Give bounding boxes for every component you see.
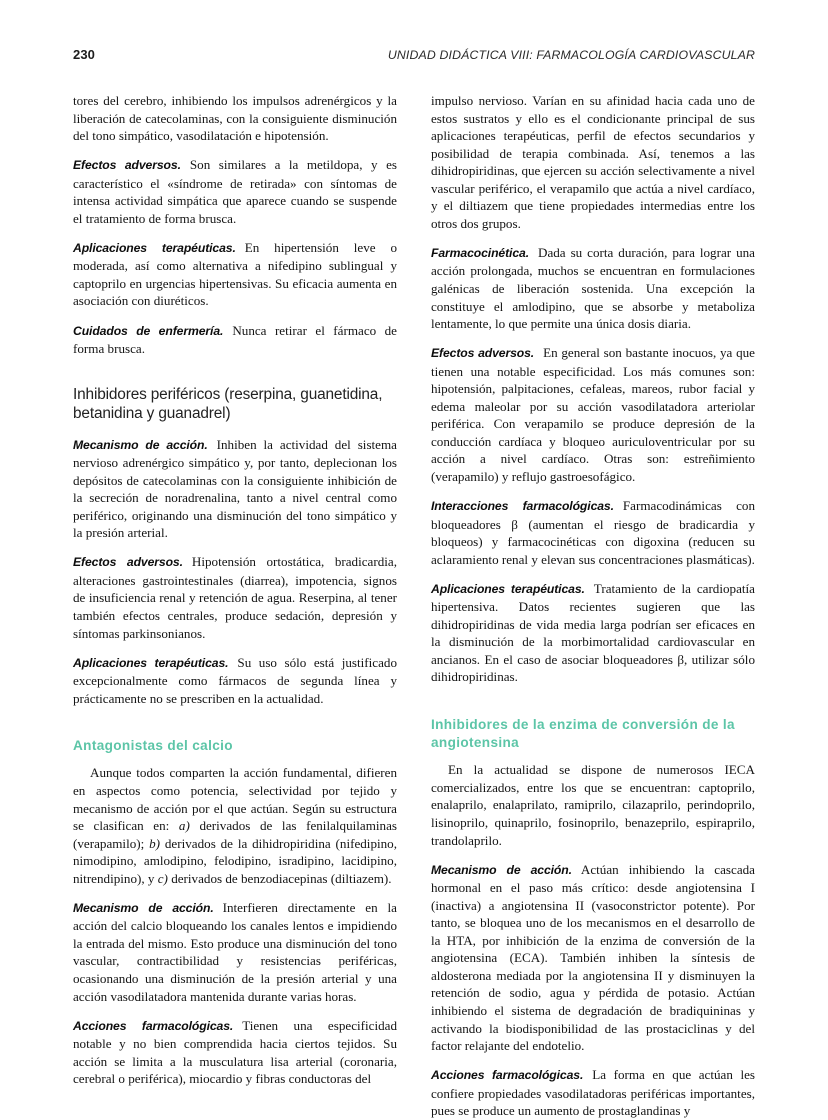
run-in-heading-aplicaciones-2: Aplicaciones terapéuticas. xyxy=(73,655,229,670)
paragraph-continued: tores del cerebro, inhibiendo los impulsos adrenérgicos y la liberación de catecolaminas, con la consiguiente disminución del tono simpático, vasodilatación e hipotensión. xyxy=(73,93,397,144)
paragraph-text-b: derivados de las fenilalquilaminas (verapamilo); xyxy=(73,818,397,851)
paragraph-interacciones-farmacologicas xyxy=(431,497,755,568)
paragraph-aplicaciones-terapeuticas xyxy=(73,239,397,310)
list-marker-c: c) xyxy=(157,870,168,886)
paragraph-farmacocinetica xyxy=(431,244,755,333)
run-in-heading-cuidados: Cuidados de enfermería. xyxy=(73,323,224,338)
run-in-heading-acciones-right: Acciones farmacológicas. xyxy=(431,1068,584,1083)
paragraph-text: Tratamiento de la cardiopatía hipertensiva. Datos recientes sugieren que las dihidropiridinas de vida media larga podrían ser eficaces en la disminución de la morbimortalidad cardiovascular en ancianos. En el caso de asociar bloqueadores β, utilizar sólo dihidropiridinas. xyxy=(431,580,755,685)
paragraph-text: Hipotensión ortostática, bradicardia, alteraciones gastrointestinales (diarrea), impotencia, signos de insuficiencia renal y retención de agua. Reserpina, al tener también efectos centrales, produce sedación, depresión y síntomas parkinsonianos. xyxy=(73,554,397,641)
paragraph-text: Dada su corta duración, para lograr una acción prolongada, muchos se encuentran en formulaciones galénicas de liberación sostenida. Una excepción la constituye el amlodipino, que se absorbe y metaboliza lentamente, lo que permite una única dosis diaria. xyxy=(431,244,755,332)
paragraph-aplicaciones-terapeuticas-right xyxy=(431,580,755,686)
paragraph-text: Inhiben la actividad del sistema nervioso adrenérgico simpático y, por tanto, deplecionan los depósitos de catecolaminas con la consiguiente inhibición de la secreción de noradrenalina, tanto a nivel central como periférico, originando una disminución del tono simpático y la presión arterial. xyxy=(73,436,397,541)
paragraph-text: Son similares a la metildopa, y es característico el «síndrome de retirada» con síntomas de intensa actividad simpática que aparece cuando se suspende el tratamiento de forma brusca. xyxy=(73,157,398,226)
run-in-heading-efectos-adversos-right: Efectos adversos. xyxy=(431,346,535,361)
paragraph-text-a: Aunque todos comparten la acción fundamental, difieren en aspectos como potencia, selectividad por tejido y mecanismo de acción por el que actúan. Según su estructura se clasifican en: xyxy=(73,765,397,834)
paragraph-continued-right: impulso nervioso. Varían en su afinidad hacia cada uno de estos sustratos y ello es el condicionante principal de sus aplicaciones terapéuticas, perfil de efectos secundarios y posibilidad de terapia combinada. Así, tenemos a las dihidropiridinas, que ejercen su acción selectivamente a nivel vascular periférico, el verapamilo que actúa a nivel cardíaco, y el diltiazem que tiene propiedades intermedias entre los otros dos grupos. xyxy=(431,93,755,231)
run-in-heading-aplicaciones-right: Aplicaciones terapéuticas. xyxy=(431,581,585,596)
paragraph-efectos-adversos-right xyxy=(431,344,755,485)
paragraph-mecanismo-accion-2 xyxy=(73,899,397,1005)
right-column xyxy=(431,92,755,1119)
run-in-heading-farmacocinetica: Farmacocinética. xyxy=(431,245,529,260)
running-head xyxy=(73,47,755,67)
list-marker-b: b) xyxy=(149,835,161,851)
paragraph-text: Actúan inhibiendo la cascada hormonal en el paso más crítico: desde angiotensina I (inactiva) a angiotensina II (vasoconstrictor potente). Por tanto, se bloquea uno de los mecanismos en el desarrollo de la HTA, por inhibición de la enzima de conversión de la angiotensina (ECA). También inhiben la síntesis de aldosterona mediada por la angiotensina II y disminuyen la retención de sodio, agua y pérdida de potasio. Actúan inhibiendo el sistema de degradación de bradiquininas y activando la biodisponibilidad de las prostaciclinas y del factor relajante del endotelio. xyxy=(431,861,755,1054)
running-head-title: UNIDAD DIDÁCTICA VIII: FARMACOLOGÍA CARDIOVASCULAR xyxy=(387,48,755,62)
paragraph-efectos-adversos xyxy=(73,156,397,227)
run-in-heading-interacciones: Interacciones farmacológicas. xyxy=(431,498,614,513)
paragraph-text: En hipertensión leve o moderada, así como alternativa a nifedipino sublingual y captoprilo en urgencias hipertensivas. Su eficacia aumenta en asociación con diuréticos. xyxy=(73,239,397,309)
paragraph-text: En general son bastante inocuos, ya que tienen una notable especificidad. Los más comunes son: hipotensión, palpitaciones, cefaleas, mareos, rubor facial y edema maleolar por su acción vasodilatadora arteriolar periférica. Con verapamilo se produce depresión de la conducción cardíaca y bloqueo auriculoventricular por su acción a nivel cardíaco. Otras son: estreñimiento (verapamilo) y reflujo gastroesofágico. xyxy=(431,345,755,484)
run-in-heading-acciones: Acciones farmacológicas. xyxy=(73,1018,234,1033)
paragraph-acciones-farmacologicas xyxy=(73,1017,397,1088)
paragraph-text-c: derivados de la dihidropiridina (nifedipino, nimodipino, amlodipino, felodipino, isradipino, lacidipino, nitrendipino), y xyxy=(73,835,397,886)
section-heading-inhibidores-perifericos: Inhibidores periféricos (reserpina, guanetidina, betanidina y guanadrel) xyxy=(73,385,383,423)
left-column xyxy=(73,92,398,1087)
paragraph-antagonistas-intro xyxy=(73,764,397,887)
run-in-heading-efectos-adversos-2: Efectos adversos. xyxy=(73,555,183,570)
run-in-heading-efectos-adversos: Efectos adversos. xyxy=(73,158,181,173)
paragraph-efectos-adversos-2 xyxy=(73,553,397,642)
paragraph-text: Nunca retirar el fármaco de forma brusca. xyxy=(73,322,397,357)
page-number: 230 xyxy=(73,47,95,62)
paragraph-mecanismo-accion xyxy=(73,436,397,542)
list-marker-a: a) xyxy=(178,818,190,834)
paragraph-mecanismo-accion-right xyxy=(431,861,755,1055)
run-in-heading-mecanismo-2: Mecanismo de acción. xyxy=(73,900,214,915)
paragraph-text: Farmacodinámicas con bloqueadores β (aumentan el riesgo de bradicardia y bloqueos) y farmacocinéticas con digoxina (reducen su aclaramiento renal y elevan sus concentraciones plasmáticas). xyxy=(431,497,755,567)
paragraph-text: La forma en que actúan les confiere propiedades vasodilatadoras periféricas importantes, pues se produce un aumento de prostaglandinas y xyxy=(431,1067,755,1119)
run-in-heading-aplicaciones: Aplicaciones terapéuticas. xyxy=(73,240,236,255)
paragraph-text: Su uso sólo está justificado excepcionalmente como fármacos de segunda línea y prácticamente no se prescriben en la actualidad. xyxy=(73,654,397,706)
paragraph-text: Tienen una especificidad notable y no bien comprendida hacia ciertos tejidos. Su acción se limita a la musculatura lisa arterial (coronaria, cerebral o periférica), miocardio y fibras conductoras del xyxy=(73,1017,397,1087)
run-in-heading-mecanismo: Mecanismo de acción. xyxy=(73,437,208,452)
two-column-body xyxy=(73,92,755,1119)
paragraph-cuidados-enfermeria xyxy=(73,322,397,358)
paragraph-ieca-intro: En la actualidad se dispone de numerosos IECA comercializados, entre los que se encuentran: captoprilo, enalaprilo, enalaprilato, ramiprilo, cilazaprilo, perindoprilo, lisinoprilo, quinaprilo, fosinoprilo, benazeprilo, espiraprilo, trandolaprilo. xyxy=(431,762,755,848)
paragraph-acciones-farmacologicas-right xyxy=(431,1066,755,1120)
paragraph-aplicaciones-terapeuticas-2 xyxy=(73,654,397,708)
paragraph-text-d: derivados de benzodiacepinas (diltiazem). xyxy=(167,870,392,886)
paragraph-text: Interfieren directamente en la acción del calcio bloqueando los canales lentos e impidiendo la entrada del mismo. Esto produce una disminución del tono vascular, contractibilidad y resistencias periféricas, ocasionando una disminución de la presión arterial y una acción vasodilatadora mantenida durante varias horas. xyxy=(73,899,397,1004)
section-heading-antagonistas-del-calcio: Antagonistas del calcio xyxy=(73,738,233,754)
run-in-heading-mecanismo-right: Mecanismo de acción. xyxy=(431,862,572,877)
section-heading-ieca: Inhibidores de la enzima de conversión de la angiotensina xyxy=(431,716,735,751)
